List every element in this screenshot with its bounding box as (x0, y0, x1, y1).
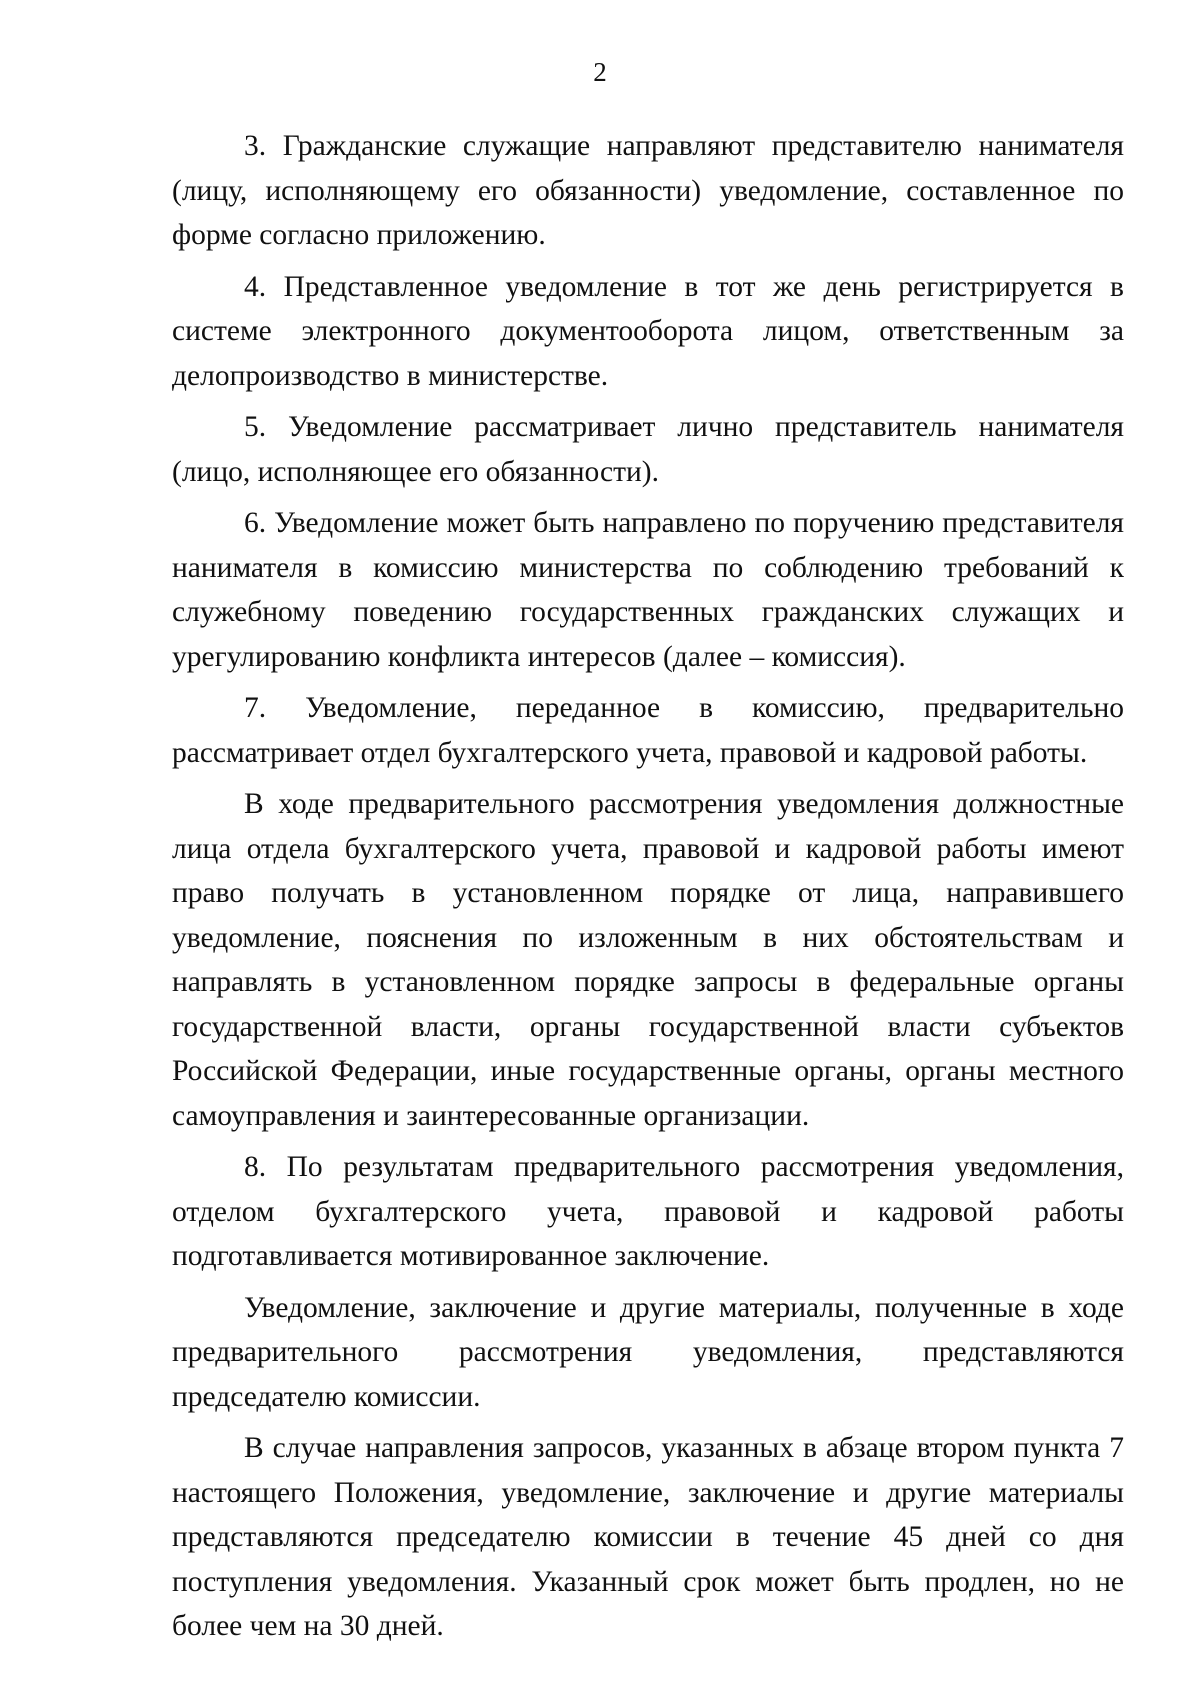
paragraph-8: 8. По результатам предварительного рассмотрения уведомления, отделом бухгалтерского учета, правовой и кадровой работы подготавливается мотивированное заключение. (172, 1151, 1124, 1272)
paragraph-7-preliminary-review: В ходе предварительного рассмотрения уведомления должностные лица отдела бухгалтерского учета, правовой и кадровой работы имеют право получать в установленном порядке от лица, направившего уведомление, пояснения по изложенным в них обстоятельствам и направлять в установленном порядке запросы в федеральные органы государственной власти, органы государственной власти субъектов Российской Федерации, иные государственные органы, органы местного самоуправления и заинтересованные организации. (172, 788, 1124, 1132)
paragraph-6: 6. Уведомление может быть направлено по поручению представителя нанимателя в комиссию министерства по соблюдению требований к служебному поведению государственных гражданских служащих и урегулированию конфликта интересов (далее – комиссия). (172, 507, 1124, 673)
paragraph-7: 7. Уведомление, переданное в комиссию, предварительно рассматривает отдел бухгалтерского учета, правовой и кадровой работы. (172, 692, 1124, 769)
paragraph-5: 5. Уведомление рассматривает лично представитель нанимателя (лицо, исполняющее его обязанности). (172, 411, 1124, 488)
paragraph-4: 4. Представленное уведомление в тот же день регистрируется в системе электронного документооборота лицом, ответственным за делопроизводство в министерстве. (172, 270, 1124, 392)
document-body (172, 124, 1124, 1649)
paragraph-8-deadline: В случае направления запросов, указанных в абзаце втором пункта 7 настоящего Положения, уведомление, заключение и другие материалы представляются председателю комиссии в течение 45 дней со дня поступления уведомления. Указанный срок может быть продлен, но не более чем на 30 дней. (172, 1432, 1124, 1642)
page-number: 2 (593, 57, 607, 87)
paragraph-8-materials: Уведомление, заключение и другие материалы, полученные в ходе предварительного рассмотрения уведомления, представляются председателю комиссии. (172, 1291, 1124, 1413)
paragraph-3: 3. Гражданские служащие направляют представителю нанимателя (лицу, исполняющему его обязанности) уведомление, составленное по форме согласно приложению. (172, 130, 1124, 251)
